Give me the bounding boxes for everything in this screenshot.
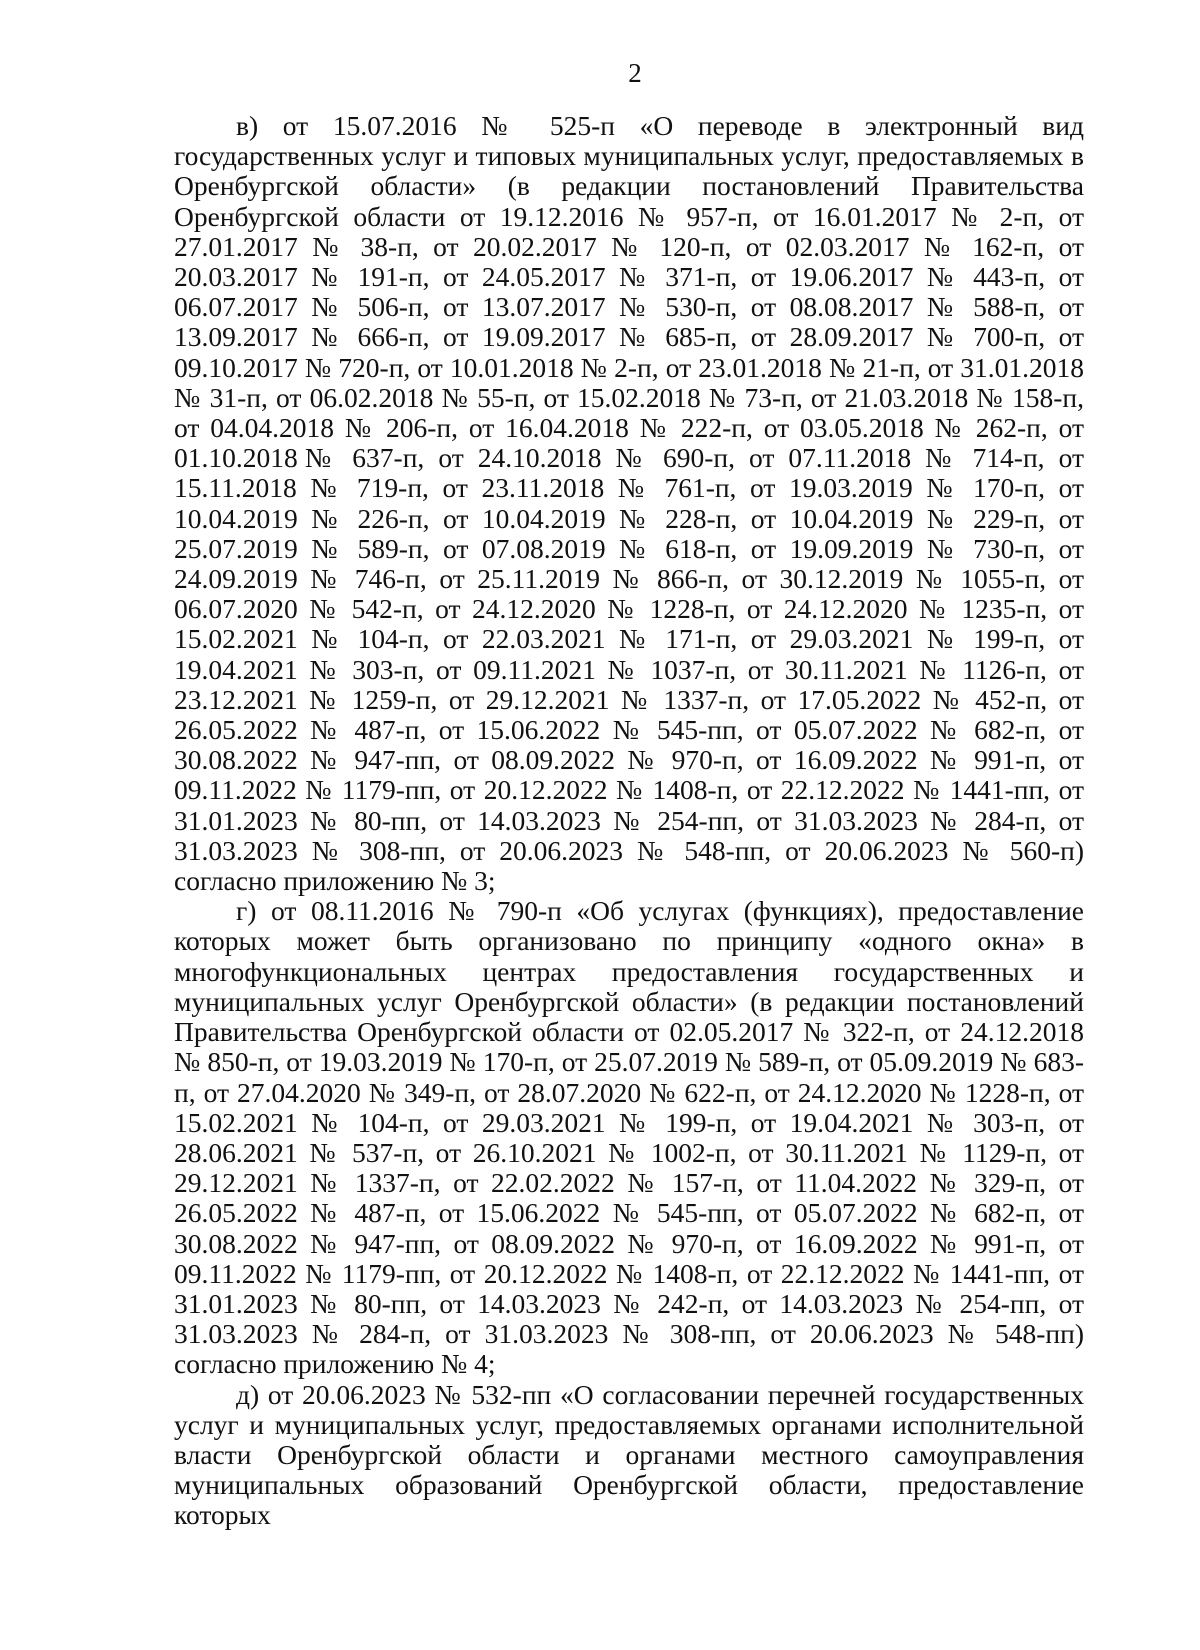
page-number: 2 (628, 58, 642, 88)
paragraph-item-g: г) от 08.11.2016 № 790-п «Об услугах (функциях), предоставление которых может быть организовано по принципу «одного окна» в многофункциональных центрах предоставления государственных и муниципальных услуг Оренбургской области» (в редакции постановлений Правительства Оренбургской области от 02.05.2017 № 322-п, от 24.12.2018 № 850-п, от 19.03.2019 № 170-п, от 25.07.2019 № 589-п, от 05.09.2019 № 683-п, от 27.04.2020 № 349-п, от 28.07.2020 № 622-п, от 24.12.2020 № 1228-п, от 15.02.2021 № 104-п, от 29.03.2021 № 199-п, от 19.04.2021 № 303-п, от 28.06.2021 № 537-п, от 26.10.2021 № 1002-п, от 30.11.2021 № 1129-п, от 29.12.2021 № 1337-п, от 22.02.2022 № 157-п, от 11.04.2022 № 329-п, от 26.05.2022 № 487-п, от 15.06.2022 № 545-пп, от 05.07.2022 № 682-п, от 30.08.2022 № 947-пп, от 08.09.2022 № 970-п, от 16.09.2022 № 991-п, от 09.11.2022 № 1179-пп, от 20.12.2022 № 1408-п, от 22.12.2022 № 1441-пп, от 31.01.2023 № 80-пп, от 14.03.2023 № 242-п, от 14.03.2023 № 254-пп, от 31.03.2023 № 284-п, от 31.03.2023 № 308-пп, от 20.06.2023 № 548-пп) согласно приложению № 4; (174, 895, 1084, 1380)
paragraph-item-v: в) от 15.07.2016 № 525-п «О переводе в электронный вид государственных услуг и типовых муниципальных услуг, предоставляемых в Оренбургской области» (в редакции постановлений Правительства Оренбургской области от 19.12.2016 № 957-п, от 16.01.2017 № 2-п, от 27.01.2017 № 38-п, от 20.02.2017 № 120-п, от 02.03.2017 № 162-п, от 20.03.2017 № 191-п, от 24.05.2017 № 371-п, от 19.06.2017 № 443-п, от 06.07.2017 № 506-п, от 13.07.2017 № 530-п, от 08.08.2017 № 588-п, от 13.09.2017 № 666-п, от 19.09.2017 № 685-п, от 28.09.2017 № 700-п, от 09.10.2017 № 720-п, от 10.01.2018 № 2-п, от 23.01.2018 № 21-п, от 31.01.2018 № 31-п, от 06.02.2018 № 55-п, от 15.02.2018 № 73-п, от 21.03.2018 № 158-п, от 04.04.2018 № 206-п, от 16.04.2018 № 222-п, от 03.05.2018 № 262-п, от 01.10.2018№ 637-п, от 24.10.2018 № 690-п, от 07.11.2018 № 714-п, от 15.11.2018 № 719-п, от 23.11.2018 № 761-п, от 19.03.2019 № 170-п, от 10.04.2019 № 226-п, от 10.04.2019 № 228-п, от 10.04.2019 № 229-п, от 25.07.2019 № 589-п, от 07.08.2019 № 618-п, от 19.09.2019 № 730-п, от 24.09.2019 № 746-п, от 25.11.2019 № 866-п, от 30.12.2019 № 1055-п, от 06.07.2020 № 542-п, от 24.12.2020 № 1228-п, от 24.12.2020 № 1235-п, от 15.02.2021 № 104-п, от 22.03.2021 № 171-п, от 29.03.2021 № 199-п, от 19.04.2021 № 303-п, от 09.11.2021 № 1037-п, от 30.11.2021 № 1126-п, от 23.12.2021 № 1259-п, от 29.12.2021 № 1337-п, от 17.05.2022 № 452-п, от 26.05.2022 № 487-п, от 15.06.2022 № 545-пп, от 05.07.2022 № 682-п, от 30.08.2022 № 947-пп, от 08.09.2022 № 970-п, от 16.09.2022 № 991-п, от 09.11.2022 № 1179-пп, от 20.12.2022 № 1408-п, от 22.12.2022 № 1441-пп, от 31.01.2023 № 80-пп, от 14.03.2023 № 254-пп, от 31.03.2023 № 284-п, от 31.03.2023 № 308-пп, от 20.06.2023 № 548-пп, от 20.06.2023 № 560-п) согласно приложению № 3; (174, 110, 1084, 897)
paragraph-item-d: д) от 20.06.2023 № 532-пп «О согласовании перечней государственных услуг и муниципальных услуг, предоставляемых органами исполнительной власти Оренбургской области и органами местного самоуправления муниципальных образований Оренбургской области, предоставление которых (174, 1378, 1084, 1531)
document-body (174, 111, 1084, 1531)
